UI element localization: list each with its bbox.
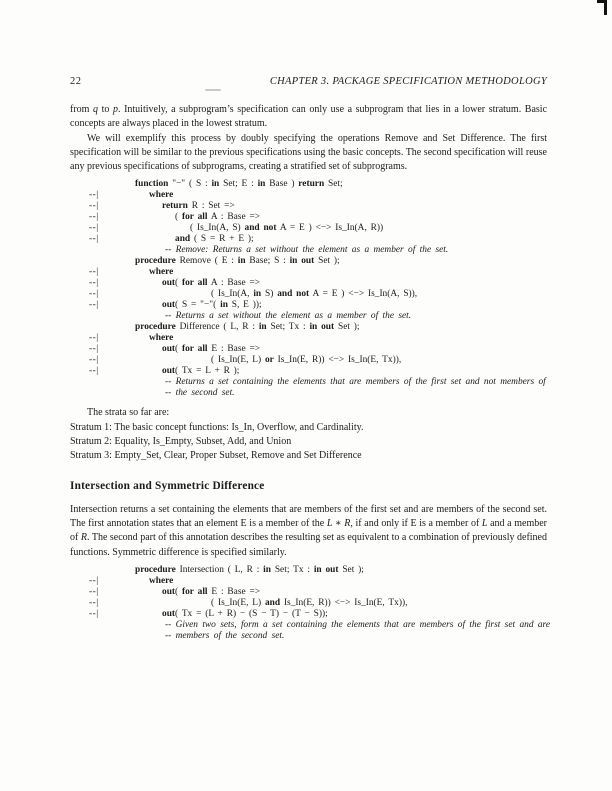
code-text [165,620,550,631]
text-run: for all [182,586,208,597]
strata-list [70,406,547,463]
annotation-gutter: --| [89,333,99,344]
annotation-gutter: --| [89,586,99,597]
annotation-gutter [70,388,135,399]
text-run: for all [182,344,208,355]
text-run: , if and only if E is a member of [350,517,482,529]
text-run: ( Tx = (L + R) − (S − T) − (T − S)); [175,608,328,619]
strata-item: Stratum 2: Equality, Is_Empty, Subset, Add, and Union [70,436,292,448]
text-run: ( [175,344,182,355]
annotation-gutter [70,256,135,267]
code-text [149,333,173,344]
code-line [70,256,547,267]
text-run: Set; Tx : [266,322,310,333]
text-run: Set ); [314,256,340,267]
text-run: A = E ) <−> Is_In(A, R)) [276,223,384,234]
code-text [149,267,173,278]
text-run: and [264,597,281,608]
annotation-gutter [70,245,135,256]
text-run: p [112,104,118,115]
code-line [70,609,547,620]
section-heading: Intersection and Symmetric Difference [70,479,265,492]
text-run: in out [289,256,315,267]
page-header [70,76,547,88]
text-run: where [149,267,174,278]
strata-item: Stratum 1: The basic concept functions: Is_In, Overflow, and Cardinality. [70,421,364,433]
text-run: procedure [135,322,176,333]
text-run: in [253,289,262,300]
code-text [162,609,328,620]
text-run: -- Returns a set containing the elements that are members of the first set and not members of [165,377,546,388]
text-run: Set; [324,179,343,190]
scan-artifact [597,0,607,3]
annotation-gutter [70,322,135,333]
code-text [175,212,260,223]
code-text [162,201,235,212]
code-line [70,234,547,245]
text-run: function [135,179,169,190]
annotation-gutter: --| [89,597,99,608]
code-line [70,377,547,388]
code-line [70,212,547,223]
text-run: ( Tx = L + R ); [175,366,240,377]
annotation-gutter [70,620,135,631]
code-text [149,576,173,587]
text-run: S) [261,289,278,300]
code-text [162,344,260,355]
text-run: ( S = R + E ); [190,234,254,245]
code-line [70,223,547,234]
code-text [190,223,383,234]
page-number: 22 [70,76,82,87]
text-run: Difference ( L, R : [175,322,259,333]
code-line [70,576,547,587]
annotation-gutter: --| [89,344,99,355]
text-run: return [298,179,325,190]
text-run: We will exemplify this process by doubly specifying the operations Remove and Set Difference. The first specification will be similar to the previous specifications using the basic concepts. The second specification will reuse any previous specifications of subprograms, creating a stratified set of subprograms. [70,132,547,173]
annotation-gutter: --| [89,278,99,289]
code-line [70,565,547,576]
annotation-gutter: --| [89,355,99,366]
annotation-gutter [70,377,135,388]
text-run: S, E )); [227,300,262,311]
text-run: L ∗ R [326,517,351,529]
text-run: in [257,179,266,190]
text-run: R : Set => [187,201,235,212]
code-line [70,619,550,631]
text-run: -- Given two sets, form a set containing the elements that are members of the first set and are [165,619,550,630]
text-run: where [149,190,174,201]
text-run: in out [313,564,339,575]
code-text [165,631,284,642]
code-line [70,179,547,190]
code-line [70,333,547,344]
code-text [165,311,411,322]
code-text [135,256,340,267]
code-line [70,201,547,212]
code-text [211,355,401,366]
text-run: return [162,201,188,212]
text-run: and [277,289,293,300]
annotation-gutter [70,311,135,322]
text-run: for all [182,278,208,289]
text-run: where [149,575,174,586]
text-run: Remove ( E : [175,256,238,267]
code-line [70,587,547,598]
text-run: ( [175,586,182,597]
text-run: out [162,366,176,377]
text-run: ( Is_In(E, L) [211,597,265,608]
text-run: Is_In(E, R)) <−> Is_In(E, Tx)), [273,355,402,366]
code-text [162,300,262,311]
strata-intro: The strata so far are: [87,407,170,419]
paragraph-exemplify [70,132,547,175]
text-run: ( Is_In(A, [211,289,254,300]
annotation-gutter [70,631,135,642]
text-run: out [162,300,176,311]
text-run: and a member of [70,517,547,544]
text-run: A : Base => [207,278,261,289]
text-run: in [258,322,267,333]
annotation-gutter: --| [89,212,99,223]
code-text [165,388,235,399]
chapter-title: CHAPTER 3. PACKAGE SPECIFICATION METHODOLOGY [269,76,547,87]
text-run: ( S = "−"( [175,300,221,311]
code-line [70,267,547,278]
text-run: A = E ) <−> Is_In(A, S)), [309,289,418,300]
text-run: and [244,223,260,234]
code-text [165,245,448,256]
paragraph-stratum [70,103,547,132]
text-run: -- Returns a set without the element as a member of the set. [165,311,412,322]
code-text [162,366,239,377]
text-run: out [162,344,176,355]
code-text [165,377,546,388]
text-run: . Intuitively, a subprogram’s specification can only use a subprogram that lies in a lower stratum. Basic concepts are always placed in the lowest stratum. [70,104,548,130]
text-run: out [162,586,176,597]
text-run: Base; S : [245,256,290,267]
code-text [149,190,173,201]
text-run: out [162,608,176,619]
annotation-gutter: --| [89,289,99,300]
text-run: Set ); [334,322,360,333]
text-run: Set; E : [219,179,258,190]
code-line [70,388,547,399]
scan-artifact [205,89,221,91]
text-run: . The second part of this annotation describes the resulting set as equivalent to a combination of previously defined functions. Symmetric difference is specified similarly. [70,532,547,558]
code-block-intersection-spec [70,564,550,642]
text-run: Set; Tx : [271,564,314,575]
text-run: in [220,300,228,311]
text-run: Base ) [265,179,299,190]
text-run: out [162,278,176,289]
text-run: in out [309,322,335,333]
code-line [70,598,547,609]
text-run: or [264,355,274,366]
code-line [70,311,547,322]
code-line [70,366,547,377]
code-text [135,179,343,190]
text-run: Is_In(E, R)) <−> Is_In(E, Tx)), [280,597,408,608]
text-run: Set ); [338,564,364,575]
text-run: A : Base => [207,212,261,223]
code-line [70,355,547,366]
code-text [211,598,407,609]
text-run: from [70,104,94,115]
text-run: Intersection ( L, R : [175,564,264,575]
annotation-gutter [70,179,135,190]
text-run: ( [175,212,182,223]
code-line [70,322,547,333]
text-run: in [211,179,220,190]
code-text [175,234,254,245]
code-block-stratified-specs [70,179,547,399]
text-run: not [296,289,310,300]
text-run: ( Is_In(A, S) [190,223,245,234]
text-run: Intersection returns a set containing the elements that are members of the first set and are members of the second set. The first annotation states that an element E is a member of the [70,503,547,529]
text-run: and [175,234,191,245]
code-line [70,278,547,289]
annotation-gutter: --| [89,201,99,212]
annotation-gutter [70,565,135,576]
annotation-gutter: --| [89,190,99,201]
text-run: E : Base => [207,586,261,597]
text-run: q [93,104,99,115]
annotation-gutter: --| [89,234,99,245]
code-line [70,344,547,355]
text-run: procedure [135,256,176,267]
annotation-gutter: --| [89,223,99,234]
text-run: ( Is_In(E, L) [211,355,265,366]
text-run: in [237,256,246,267]
text-run: procedure [135,564,176,575]
text-run: not [263,223,277,234]
code-line [70,631,547,642]
text-run: -- the second set. [165,388,235,399]
text-run: -- members of the second set. [165,630,285,641]
paragraph-intersection [70,503,547,560]
code-text [162,278,260,289]
annotation-gutter: --| [89,366,99,377]
code-text [211,289,417,300]
code-text [135,565,364,576]
text-run: ( [175,278,182,289]
code-line [70,245,547,256]
text-run: where [149,333,174,344]
text-run: "−" ( S : [168,179,212,190]
text-run: in [263,564,271,575]
text-run: E : Base => [207,344,261,355]
annotation-gutter: --| [89,267,99,278]
strata-item: Stratum 3: Empty_Set, Clear, Proper Subset, Remove and Set Difference [70,450,362,462]
text-run: to [98,104,113,115]
annotation-gutter: --| [89,575,99,586]
code-line [70,300,547,311]
text-run: -- Remove: Returns a set without the element as a member of the set. [165,245,449,256]
text-run: for all [181,212,208,223]
code-text [135,322,360,333]
code-line [70,289,547,300]
annotation-gutter: --| [89,300,99,311]
annotation-gutter: --| [89,608,99,619]
code-text [162,587,260,598]
text-run: R [80,532,87,544]
text-run: L [481,517,488,529]
code-line [70,190,547,201]
